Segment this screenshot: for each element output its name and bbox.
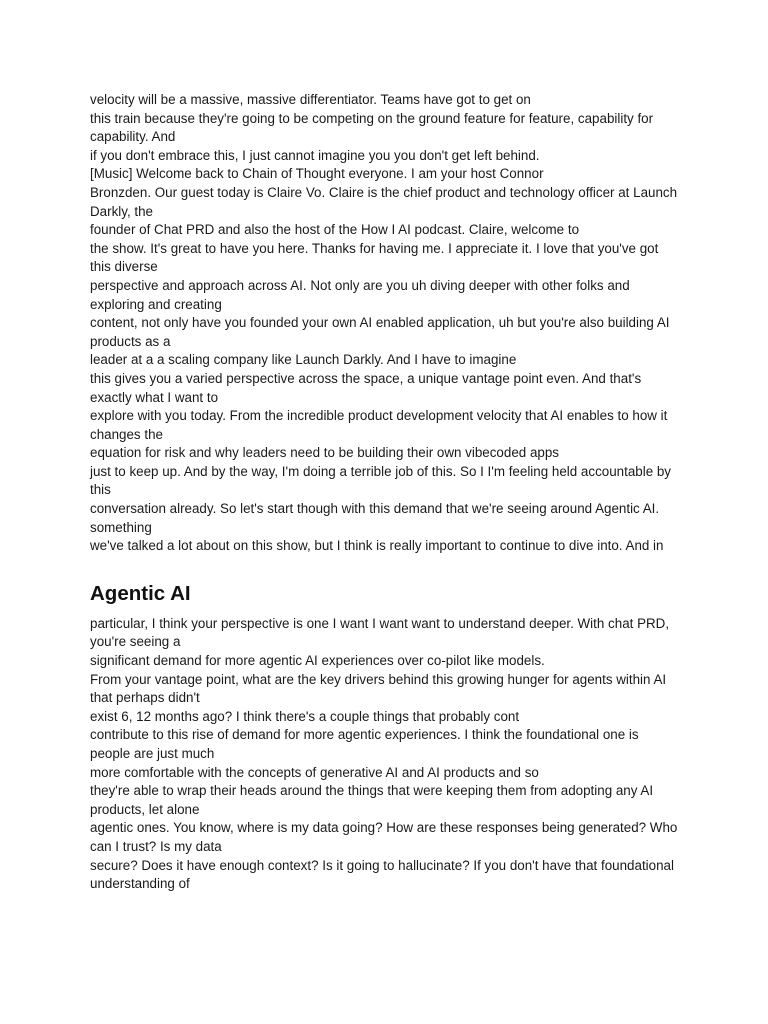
transcript-line: exist 6, 12 months ago? I think there's a couple things that probably cont (90, 708, 520, 724)
transcript-line: significant demand for more agentic AI experiences over co-pilot like models. (90, 653, 545, 669)
transcript-line: conversation already. So let's start though with this demand that we're seeing around Agentic AI. something (90, 501, 660, 535)
transcript-line: we've talked a lot about on this show, but I think is really important to continue to dive into. And in (90, 538, 664, 554)
transcript-line: leader at a a scaling company like Launch Darkly. And I have to imagine (90, 352, 517, 368)
transcript-line: content, not only have you founded your own AI enabled application, uh but you're also building AI products as a (90, 315, 670, 349)
transcript-paragraph-intro (90, 91, 680, 556)
transcript-line: velocity will be a massive, massive differentiator. Teams have got to get on (90, 92, 531, 107)
transcript-line: contribute to this rise of demand for more agentic experiences. I think the foundational one is people are just much (90, 727, 639, 761)
transcript-line: they're able to wrap their heads around the things that were keeping them from adopting any AI products, let alone (90, 783, 654, 817)
transcript-page (90, 91, 680, 894)
transcript-line: founder of Chat PRD and also the host of the How I AI podcast. Claire, welcome to (90, 222, 580, 238)
transcript-line: this gives you a varied perspective across the space, a unique vantage point even. And that's exactly what I want to (90, 370, 642, 405)
transcript-line: if you don't embrace this, I just cannot imagine you you don't get left behind. (90, 147, 540, 163)
transcript-line: this train because they're going to be competing on the ground feature for feature, capability for capability. And (90, 110, 654, 145)
transcript-line: agentic ones. You know, where is my data going? How are these responses being generated? Who can I trust? Is my data (90, 820, 678, 854)
transcript-line: perspective and approach across AI. Not only are you uh diving deeper with other folks and exploring and creating (90, 277, 630, 312)
section-heading: Agentic AI (90, 581, 191, 605)
transcript-line: just to keep up. And by the way, I'm doing a terrible job of this. So I I'm feeling held accountable by this (90, 463, 672, 498)
transcript-line: [Music] Welcome back to Chain of Thought everyone. I am your host Connor (90, 166, 544, 182)
transcript-line: secure? Does it have enough context? Is it going to hallucinate? If you don't have that foundational understanding of (90, 857, 674, 892)
transcript-line: explore with you today. From the incredible product development velocity that AI enables to how it changes the (90, 408, 668, 442)
transcript-line: Bronzden. Our guest today is Claire Vo. Claire is the chief product and technology officer at Launch Darkly, the (90, 184, 678, 219)
transcript-line: From your vantage point, what are the key drivers behind this growing hunger for agents within AI that perhaps didn't (90, 671, 667, 706)
transcript-line: more comfortable with the concepts of generative AI and AI products and so (90, 764, 539, 780)
transcript-line: the show. It's great to have you here. Thanks for having me. I appreciate it. I love that you've got this diverse (90, 240, 659, 275)
transcript-line: equation for risk and why leaders need to be building their own vibecoded apps (90, 445, 559, 461)
transcript-line: particular, I think your perspective is one I want I want want to understand deeper. With chat PRD, you're seeing a (90, 615, 670, 650)
transcript-paragraph-agentic (90, 615, 680, 894)
